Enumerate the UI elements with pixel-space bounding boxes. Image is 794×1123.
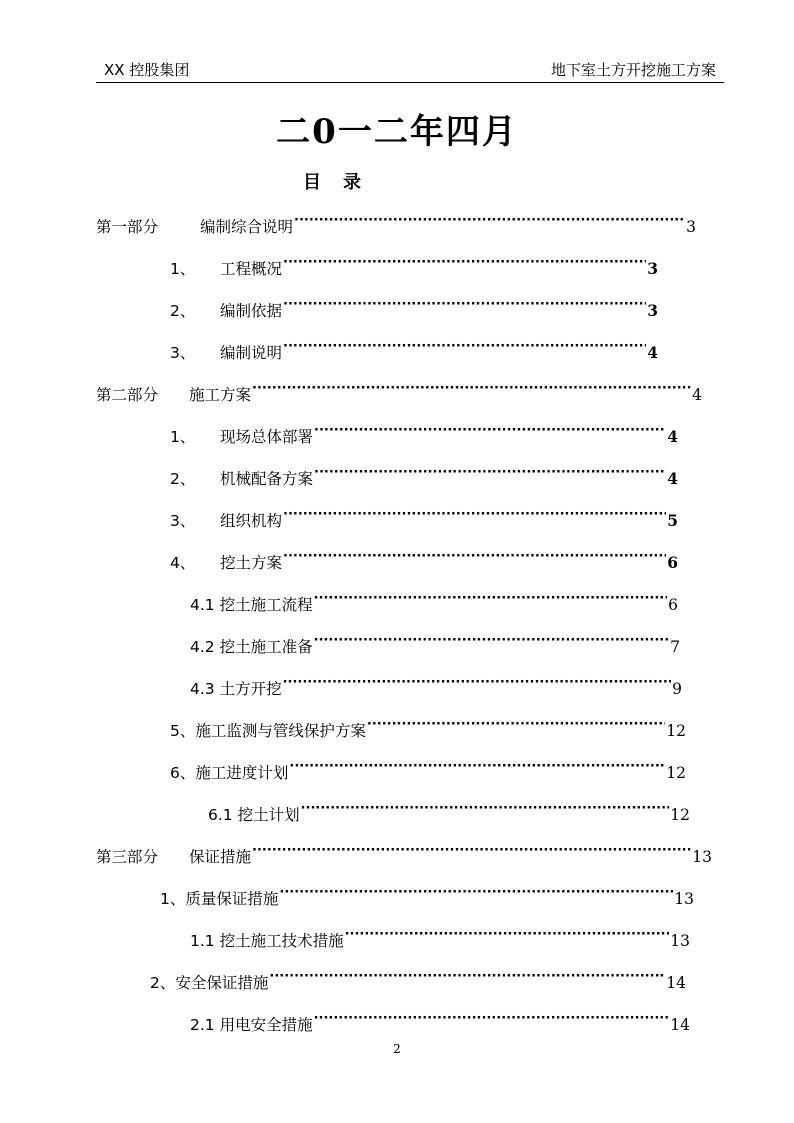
toc-entry-1-1-sub[interactable] bbox=[190, 924, 690, 952]
toc-leader-dots bbox=[367, 714, 665, 736]
toc-entry-number: 3、 bbox=[170, 344, 196, 362]
toc-entry-label: 2.1 用电安全措施 bbox=[190, 1016, 313, 1034]
toc-entry-4-1[interactable] bbox=[190, 588, 678, 616]
toc-leader-dots bbox=[283, 546, 666, 568]
toc-entry-page: 14 bbox=[666, 974, 686, 992]
toc-entry-label: 挖土方案 bbox=[220, 554, 283, 572]
toc-entry-2-3[interactable] bbox=[170, 504, 678, 532]
toc-leader-dots bbox=[314, 630, 670, 652]
toc-title: 目录 bbox=[303, 172, 383, 193]
toc-entry-page: 7 bbox=[670, 638, 680, 656]
toc-entry-page: 12 bbox=[666, 722, 686, 740]
toc-entry-page: 3 bbox=[647, 301, 658, 320]
toc-entry-label: 4.2 挖土施工准备 bbox=[190, 638, 313, 656]
header-document-title: 地下室土方开挖施工方案 bbox=[550, 61, 716, 79]
toc-entry-label: 4.1 挖土施工流程 bbox=[190, 596, 313, 614]
toc-entry-page: 3 bbox=[647, 259, 658, 278]
toc-entry-page: 12 bbox=[670, 806, 690, 824]
toc-entry-page: 14 bbox=[670, 1016, 690, 1034]
toc-entry-2-6[interactable] bbox=[170, 756, 686, 784]
toc-entry-label: 1.1 挖土施工技术措施 bbox=[190, 932, 344, 950]
toc-entry-number: 1、 bbox=[170, 260, 196, 278]
toc-leader-dots bbox=[283, 252, 646, 274]
toc-leader-dots bbox=[283, 504, 666, 526]
toc-entry-page: 4 bbox=[667, 427, 678, 446]
toc-entry-label: 1、质量保证措施 bbox=[160, 890, 279, 908]
toc-entry-1-2[interactable] bbox=[170, 294, 658, 322]
toc-entry-page: 6 bbox=[668, 596, 678, 614]
toc-leader-dots bbox=[283, 336, 646, 358]
toc-entry-2-2[interactable] bbox=[170, 462, 678, 490]
toc-entry-page: 13 bbox=[670, 932, 690, 950]
toc-leader-dots bbox=[269, 966, 665, 988]
toc-entry-label: 6.1 挖土计划 bbox=[208, 806, 300, 824]
page-header bbox=[96, 58, 724, 83]
toc-entry-number: 2、 bbox=[170, 302, 196, 320]
toc-entry-page: 4 bbox=[692, 386, 702, 404]
toc-entry-2-1-sub[interactable] bbox=[190, 1008, 690, 1036]
toc-entry-6-1[interactable] bbox=[208, 798, 690, 826]
toc-entry-number: 第一部分 bbox=[96, 218, 159, 236]
toc-entry-label: 6、施工进度计划 bbox=[170, 764, 289, 782]
toc-entry-part1[interactable] bbox=[96, 210, 696, 238]
toc-entry-2-4[interactable] bbox=[170, 546, 678, 574]
toc-entry-label: 保证措施 bbox=[189, 848, 252, 866]
toc-leader-dots bbox=[314, 1008, 670, 1030]
toc-entry-page: 9 bbox=[672, 680, 682, 698]
page-number: 2 bbox=[393, 1042, 401, 1056]
toc-entry-1-1[interactable] bbox=[170, 252, 658, 280]
toc-leader-dots bbox=[314, 462, 666, 484]
toc-entry-number: 1、 bbox=[170, 428, 196, 446]
toc-leader-dots bbox=[289, 756, 665, 778]
toc-entry-number: 2、 bbox=[170, 470, 196, 488]
toc-entry-number: 第二部分 bbox=[96, 386, 159, 404]
toc-entry-page: 4 bbox=[667, 469, 678, 488]
toc-entry-page: 12 bbox=[666, 764, 686, 782]
toc-entry-2-5[interactable] bbox=[170, 714, 686, 742]
toc-entry-2-1[interactable] bbox=[170, 420, 678, 448]
toc-leader-dots bbox=[283, 294, 646, 316]
toc-leader-dots bbox=[252, 840, 691, 862]
toc-entry-label: 5、施工监测与管线保护方案 bbox=[170, 722, 366, 740]
toc-entry-part2[interactable] bbox=[96, 378, 702, 406]
toc-entry-page: 4 bbox=[647, 343, 658, 362]
toc-leader-dots bbox=[314, 420, 666, 442]
toc-leader-dots bbox=[301, 798, 670, 820]
toc-entry-label: 施工方案 bbox=[189, 386, 252, 404]
toc-entry-number: 第三部分 bbox=[96, 848, 159, 866]
toc-entry-number: 3、 bbox=[170, 512, 196, 530]
toc-entry-4-2[interactable] bbox=[190, 630, 680, 658]
toc-entry-label: 现场总体部署 bbox=[220, 428, 314, 446]
toc-entry-label: 编制综合说明 bbox=[200, 218, 294, 236]
toc-entry-3-2[interactable] bbox=[150, 966, 686, 994]
date-title: 二0一二年四月 bbox=[276, 112, 518, 152]
toc-entry-page: 13 bbox=[692, 848, 712, 866]
header-company: XX 控股集团 bbox=[104, 61, 190, 79]
toc-entry-label: 4.3 土方开挖 bbox=[190, 680, 282, 698]
toc-entry-label: 组织机构 bbox=[220, 512, 283, 530]
toc-entry-page: 13 bbox=[674, 890, 694, 908]
toc-leader-dots bbox=[283, 672, 672, 694]
toc-leader-dots bbox=[294, 210, 685, 232]
toc-entry-3-1[interactable] bbox=[160, 882, 694, 910]
toc-entry-4-3[interactable] bbox=[190, 672, 682, 700]
toc-entry-label: 机械配备方案 bbox=[220, 470, 314, 488]
toc-entry-1-3[interactable] bbox=[170, 336, 658, 364]
toc-entry-label: 编制依据 bbox=[220, 302, 283, 320]
toc-entry-number: 4、 bbox=[170, 554, 196, 572]
toc-entry-label: 工程概况 bbox=[220, 260, 283, 278]
toc-entry-label: 编制说明 bbox=[220, 344, 283, 362]
toc-entry-part3[interactable] bbox=[96, 840, 712, 868]
toc-leader-dots bbox=[345, 924, 670, 946]
toc-entry-label: 2、安全保证措施 bbox=[150, 974, 269, 992]
toc-leader-dots bbox=[252, 378, 691, 400]
toc-entry-page: 5 bbox=[667, 511, 678, 530]
toc-entry-page: 6 bbox=[667, 553, 678, 572]
toc-leader-dots bbox=[314, 588, 668, 610]
toc-leader-dots bbox=[279, 882, 673, 904]
toc-entry-page: 3 bbox=[686, 218, 696, 236]
